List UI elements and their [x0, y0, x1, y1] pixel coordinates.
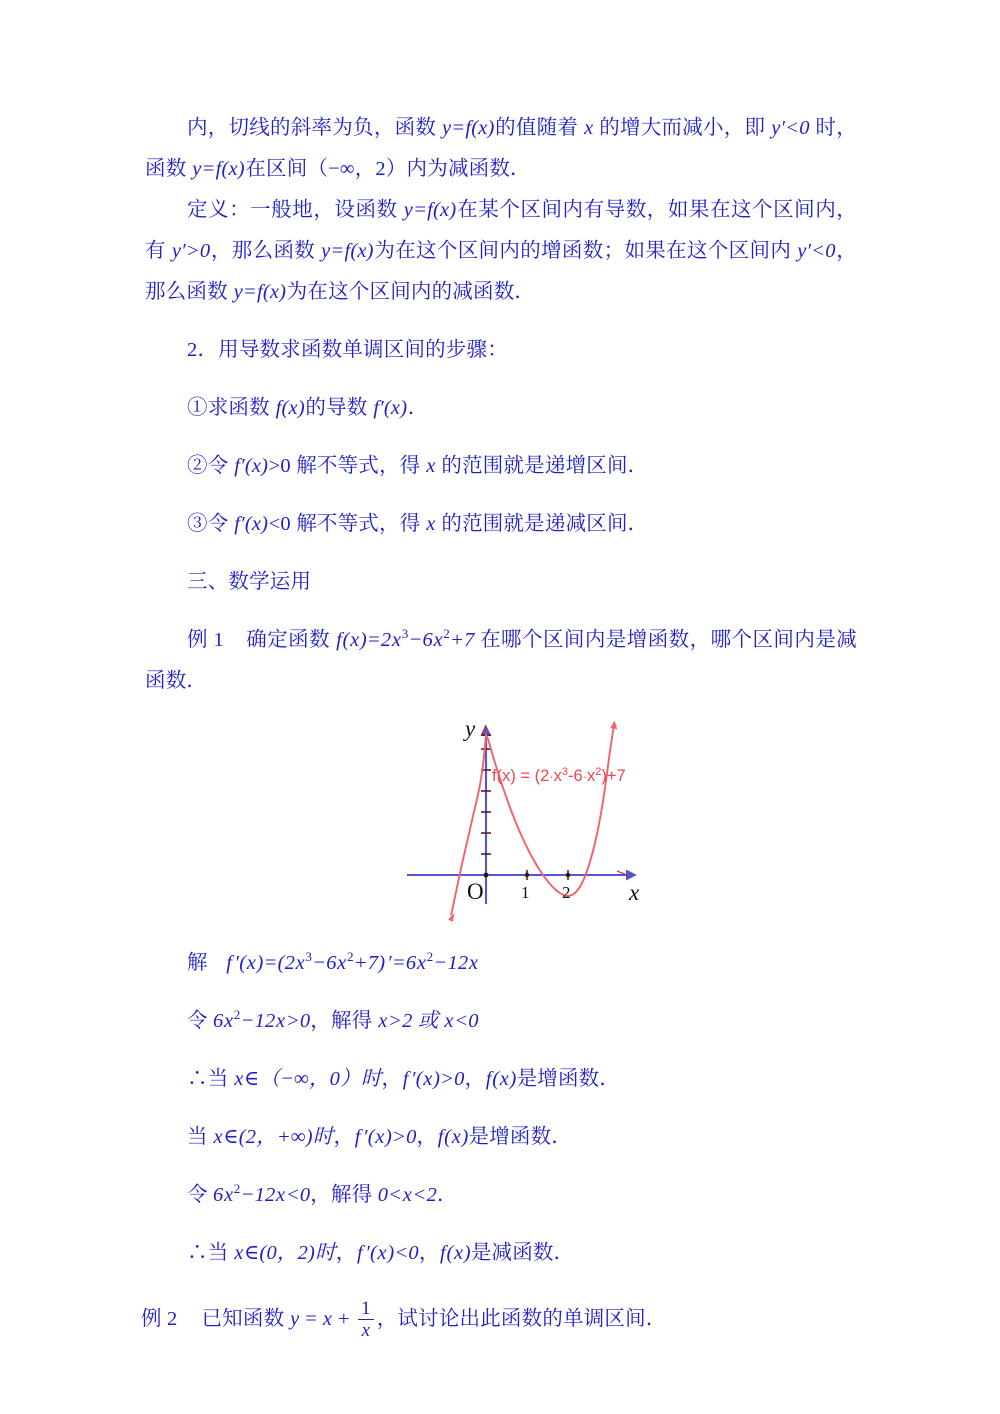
p2-text-f: 为在这个区间内的减函数．	[286, 281, 536, 303]
ex1-text-b: 在哪个区间内是增函数，哪个区间内是减函数．	[145, 629, 857, 692]
x-axis	[407, 870, 637, 881]
ex2-text-a: 已知函数	[201, 1308, 290, 1330]
solution-line-6: ∴当 x∈(0，2)时，f ′(x)<0，f(x)是减函数．	[187, 1242, 575, 1264]
function-graph-figure	[145, 714, 857, 926]
step3-text-c: 的范围就是递减区间．	[436, 513, 649, 535]
paragraph-continuation	[145, 108, 857, 190]
function-graph-svg	[145, 714, 857, 926]
sol4-interval: x∈(2，+∞)时	[213, 1126, 334, 1148]
sol6-interval: x∈(0，2)时	[234, 1242, 336, 1264]
p1-text-a: 内，切线的斜率为负，函数	[187, 117, 442, 139]
sol6-cond: f ′(x)<0	[356, 1242, 419, 1264]
x-axis-label: x	[629, 880, 640, 905]
p1-sym-2: y=f(x)	[192, 158, 245, 180]
x-tick-label-1: 1	[521, 883, 530, 902]
step2-x: x	[426, 455, 436, 477]
origin-point	[484, 873, 489, 878]
p2-text-d: 为在这个区间内的增函数；如果在这个区间内	[374, 240, 797, 262]
step2-text-b: >0 解不等式，得	[268, 455, 426, 477]
fraction-numerator: 1	[358, 1299, 374, 1320]
sol4-fn: f(x)	[437, 1126, 469, 1148]
ex2-eq: =	[299, 1308, 323, 1330]
solution-line-3: ∴当 x∈（−∞，0）时，f ′(x)>0，f(x)是增函数．	[187, 1068, 621, 1090]
ex1-formula: $f(x)=2x^3-6x^2+7$	[336, 626, 475, 651]
p1-sym-yprime: y′<0	[771, 117, 810, 139]
sol4-cond: f ′(x)>0	[354, 1126, 417, 1148]
sol5-range: 0<x<2	[377, 1184, 438, 1206]
p1-sym-1: y=f(x)	[441, 117, 495, 139]
solution-label: 解	[187, 952, 208, 974]
step3-text-b: <0 解不等式，得	[268, 513, 426, 535]
ex2-x: x	[322, 1308, 333, 1330]
p1-text-d: 时，函数	[145, 117, 858, 180]
step1-fx: f(x)	[275, 397, 305, 419]
p2-sym-1: y=f(x)	[403, 199, 457, 221]
heading-section-three: 三、数学运用	[187, 571, 312, 593]
ex2-y: y	[290, 1308, 300, 1330]
p2-text-e: ，那么函数	[145, 240, 857, 303]
y-axis-label: y	[465, 716, 476, 741]
step-two	[145, 446, 857, 487]
sol2-math: $6x^2-12x>0$	[213, 1007, 311, 1032]
step2-fprime: f′(x)	[234, 455, 269, 477]
tick-point-1	[525, 873, 529, 877]
p1-text-c: 的增大而减小，即	[593, 117, 771, 139]
ex2-text-b: ，试讨论出此函数的单调区间．	[376, 1308, 667, 1330]
step2-text-c: 的范围就是递增区间．	[436, 455, 649, 477]
step-one	[145, 388, 857, 429]
p2-text-c: ，那么函数	[210, 240, 321, 262]
sol3-cond: f ′(x)>0	[402, 1068, 465, 1090]
p2-sym-yprime-lt: y′<0	[797, 240, 836, 262]
step1-fprime: f′(x)	[373, 397, 408, 419]
step3-x: x	[426, 513, 436, 535]
sol3-fn: f(x)	[485, 1068, 517, 1090]
step3-text-a: ③令	[187, 513, 234, 535]
p1-sym-x: x	[584, 117, 594, 139]
p2-sym-3: y=f(x)	[233, 281, 287, 303]
heading-steps: 2．用导数求函数单调区间的步骤：	[187, 339, 508, 361]
p2-sym-2: y=f(x)	[321, 240, 374, 262]
example-two	[141, 1296, 857, 1342]
x-tick-label-2: 2	[562, 883, 571, 902]
step-three	[145, 504, 857, 545]
function-label: $f(x) = (2\cdot x^3-6\cdot x^2)+7$	[492, 766, 626, 785]
p2-text-b: 在某个区间内有导数，如果在这个区间内，有	[145, 199, 857, 262]
curve-end-arrow-right	[610, 721, 617, 730]
paragraph-definition	[145, 190, 857, 313]
p2-text-a: 定义：一般地，设函数	[187, 199, 404, 221]
ex2-plus: +	[332, 1308, 356, 1330]
example-one-label: 例 1	[187, 629, 224, 651]
step1-text-c: ．	[407, 397, 429, 419]
step3-fprime: f′(x)	[234, 513, 269, 535]
example-two-label: 例 2	[141, 1308, 178, 1330]
sol6-fn: f(x)	[440, 1242, 471, 1264]
solution-line-2: 令 $6x^2-12x>0$，解得 x>2 或 x<0	[187, 1007, 479, 1032]
origin-label: O	[467, 879, 484, 904]
step2-text-a: ②令	[187, 455, 234, 477]
solution-derivative-formula: f $'(x)=(2x^3-6x^2+7)$ $'=6x^2-12x$	[226, 949, 479, 974]
tick-point-2	[566, 873, 570, 877]
fraction-one-over-x	[358, 1299, 374, 1340]
step1-text-b: 的导数	[305, 397, 373, 419]
sol2-range: x>2 或 x<0	[378, 1010, 479, 1032]
page-content	[141, 108, 858, 1342]
solution-line-1	[145, 943, 857, 984]
sol5-math: $6x^2-12x<0$	[213, 1181, 311, 1206]
p1-text-b: 的值随着	[495, 117, 584, 139]
p2-sym-yprime-gt: y′>0	[171, 240, 211, 262]
example-one	[145, 620, 857, 702]
ex1-text-a: 确定函数	[245, 629, 336, 651]
step1-text-a: ①求函数	[187, 397, 276, 419]
fraction-denominator: x	[361, 1319, 371, 1341]
sol3-interval: x∈（−∞，0）时	[234, 1068, 382, 1090]
solution-line-4: 当 x∈(2，+∞)时，f ′(x)>0，f(x)是增函数．	[187, 1126, 573, 1148]
p1-text-e: 在区间（−∞，2）内为减函数．	[245, 158, 531, 180]
solution-line-5: 令 $6x^2-12x<0$，解得 0<x<2．	[187, 1181, 458, 1206]
